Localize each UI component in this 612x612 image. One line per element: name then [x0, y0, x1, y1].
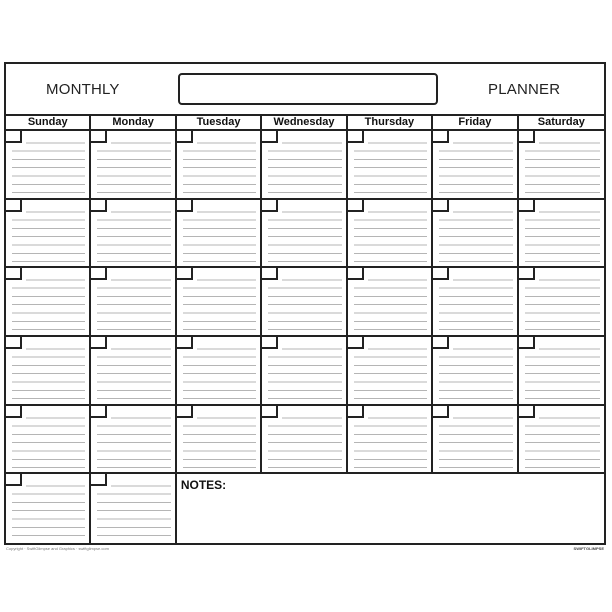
writing-lines [268, 204, 341, 263]
writing-lines [97, 478, 170, 539]
date-number-box[interactable] [6, 131, 22, 143]
date-number-box[interactable] [91, 406, 107, 418]
day-cell[interactable] [91, 268, 176, 337]
writing-lines [268, 272, 341, 331]
notes-label: NOTES: [180, 478, 227, 493]
writing-lines [268, 341, 341, 400]
date-number-box[interactable] [6, 337, 22, 349]
notes-area[interactable] [177, 474, 604, 543]
date-number-box[interactable] [91, 474, 107, 486]
day-cell[interactable] [6, 131, 91, 200]
date-number-box[interactable] [91, 268, 107, 280]
writing-lines [12, 478, 85, 539]
day-cell[interactable] [519, 268, 604, 337]
day-header-wednesday: Wednesday [262, 116, 347, 129]
day-cell[interactable] [519, 200, 604, 269]
writing-lines [354, 204, 427, 263]
date-number-box[interactable] [262, 268, 278, 280]
writing-lines [183, 204, 256, 263]
day-cell[interactable] [6, 474, 91, 543]
day-cell[interactable] [262, 268, 347, 337]
day-cell[interactable] [6, 200, 91, 269]
day-cell[interactable] [6, 337, 91, 406]
writing-lines [12, 135, 85, 194]
date-number-box[interactable] [262, 131, 278, 143]
day-cell[interactable] [91, 406, 176, 475]
writing-lines [183, 135, 256, 194]
writing-lines [97, 204, 170, 263]
day-cell[interactable] [348, 200, 433, 269]
monthly-planner [4, 62, 606, 545]
day-cell[interactable] [519, 337, 604, 406]
writing-lines [439, 204, 512, 263]
day-cell[interactable] [519, 406, 604, 475]
writing-lines [525, 341, 600, 400]
day-header-thursday: Thursday [348, 116, 433, 129]
copyright-text: Copyright · SwiftGlimpse and Graphics · swiftglimpse.com [6, 546, 109, 551]
day-header-saturday: Saturday [537, 116, 585, 128]
writing-lines [439, 341, 512, 400]
date-number-box[interactable] [433, 406, 449, 418]
day-header-tuesday: Tuesday [177, 116, 262, 129]
date-number-box[interactable] [177, 268, 193, 280]
date-number-box[interactable] [6, 406, 22, 418]
calendar-grid [6, 129, 604, 543]
writing-lines [354, 272, 427, 331]
day-cell[interactable] [433, 131, 518, 200]
date-number-box[interactable] [177, 131, 193, 143]
writing-lines [183, 272, 256, 331]
date-number-box[interactable] [519, 131, 535, 143]
day-cell[interactable] [262, 200, 347, 269]
date-number-box[interactable] [262, 200, 278, 212]
writing-lines [12, 341, 85, 400]
writing-lines [525, 204, 600, 263]
date-number-box[interactable] [519, 337, 535, 349]
date-number-box[interactable] [348, 406, 364, 418]
day-cell[interactable] [6, 406, 91, 475]
date-number-box[interactable] [6, 200, 22, 212]
day-cell[interactable] [177, 131, 262, 200]
day-cell[interactable] [91, 131, 176, 200]
day-cell[interactable] [91, 337, 176, 406]
day-cell[interactable] [433, 406, 518, 475]
date-number-box[interactable] [433, 200, 449, 212]
date-number-box[interactable] [177, 406, 193, 418]
writing-lines [12, 204, 85, 263]
date-number-box[interactable] [6, 268, 22, 280]
planner-label: PLANNER [488, 81, 561, 98]
day-cell[interactable] [262, 131, 347, 200]
writing-lines [439, 272, 512, 331]
date-number-box[interactable] [433, 268, 449, 280]
date-number-box[interactable] [348, 200, 364, 212]
writing-lines [183, 410, 256, 469]
day-cell[interactable] [348, 406, 433, 475]
date-number-box[interactable] [6, 474, 22, 486]
day-header-sunday: Sunday [6, 116, 91, 129]
date-number-box[interactable] [177, 200, 193, 212]
day-cell[interactable] [177, 268, 262, 337]
day-cell[interactable] [177, 337, 262, 406]
date-number-box[interactable] [519, 200, 535, 212]
date-number-box[interactable] [91, 131, 107, 143]
day-cell[interactable] [519, 131, 604, 200]
writing-lines [268, 135, 341, 194]
writing-lines [439, 410, 512, 469]
date-number-box[interactable] [348, 131, 364, 143]
writing-lines [97, 135, 170, 194]
day-cell[interactable] [348, 337, 433, 406]
month-name-box[interactable] [178, 73, 438, 105]
day-cell[interactable] [433, 200, 518, 269]
date-number-box[interactable] [262, 406, 278, 418]
day-cell[interactable] [433, 337, 518, 406]
date-number-box[interactable] [177, 337, 193, 349]
date-number-box[interactable] [262, 337, 278, 349]
date-number-box[interactable] [433, 337, 449, 349]
date-number-box[interactable] [519, 268, 535, 280]
writing-lines [354, 410, 427, 469]
day-cell[interactable] [91, 474, 176, 543]
writing-lines [525, 410, 600, 469]
day-cell[interactable] [91, 200, 176, 269]
date-number-box[interactable] [348, 268, 364, 280]
writing-lines [525, 135, 600, 194]
writing-lines [12, 272, 85, 331]
day-cell[interactable] [177, 406, 262, 475]
day-cell[interactable] [348, 268, 433, 337]
writing-lines [97, 341, 170, 400]
writing-lines [354, 135, 427, 194]
writing-lines [97, 410, 170, 469]
writing-lines [183, 341, 256, 400]
weekday-header-row [6, 116, 604, 129]
day-cell[interactable] [262, 406, 347, 475]
date-number-box[interactable] [91, 337, 107, 349]
brand-logo: SWIFTGLIMPSE [573, 546, 604, 551]
day-header-friday: Friday [433, 116, 518, 129]
day-cell[interactable] [6, 268, 91, 337]
day-cell[interactable] [262, 337, 347, 406]
writing-lines [97, 272, 170, 331]
day-cell[interactable] [348, 131, 433, 200]
planner-header [6, 64, 604, 116]
day-cell[interactable] [433, 268, 518, 337]
monthly-label: MONTHLY [46, 81, 120, 98]
day-header-monday: Monday [91, 116, 176, 129]
writing-lines [439, 135, 512, 194]
date-number-box[interactable] [91, 200, 107, 212]
writing-lines [268, 410, 341, 469]
writing-lines [525, 272, 600, 331]
date-number-box[interactable] [519, 406, 535, 418]
date-number-box[interactable] [433, 131, 449, 143]
writing-lines [354, 341, 427, 400]
date-number-box[interactable] [348, 337, 364, 349]
writing-lines [12, 410, 85, 469]
day-cell[interactable] [177, 200, 262, 269]
